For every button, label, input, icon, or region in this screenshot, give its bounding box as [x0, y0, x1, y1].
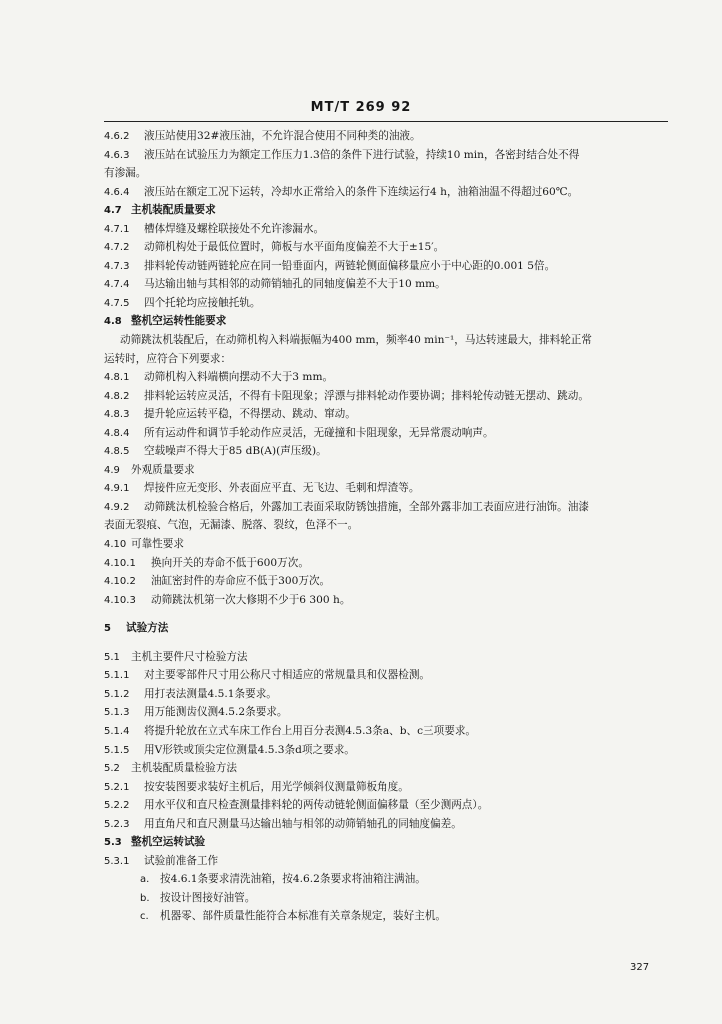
clause-line: 4.7.3 排料轮传动链两链轮应在同一铅垂面内，两链轮侧面偏移量应小于中心距的0.001 5倍。 [104, 259, 556, 272]
clause-line: 4.10.1 换向开关的寿命不低于600万次。 [104, 556, 309, 569]
clause-line: 4.7.4 马达输出轴与其相邻的动筛销轴孔的同轴度偏差不大于10 mm。 [104, 278, 446, 291]
clause-line: 4.10.3 动筛跳汰机第一次大修期不少于6 300 h。 [104, 593, 351, 606]
list-item: c. 机器零、部件质量性能符合本标准有关章条规定，装好主机。 [140, 910, 447, 923]
clause-line: 4.8.3 提升轮应运转平稳，不得摆动、跳动、窜动。 [104, 408, 356, 421]
clause-line: 4.9.2 动筛跳汰机检验合格后，外露加工表面采取防锈蚀措施，全部外露非加工表面应进行油饰。油漆 [104, 500, 589, 513]
section-heading: 4.10 可靠性要求 [104, 538, 184, 551]
clause-line: 4.6.3 液压站在试验压力为额定工作压力1.3倍的条件下进行试验，持续10 min，各密封结合处不得 [104, 148, 580, 161]
clause-line: 4.7.1 槽体焊缝及螺栓联接处不允许渗漏水。 [104, 222, 325, 235]
section-heading: 4.9 外观质量要求 [104, 463, 195, 476]
document-body [104, 127, 674, 926]
clause-line: 5.1.4 将提升轮放在立式车床工作台上用百分表测4.5.3条a、b、c三项要求。 [104, 724, 477, 737]
section-heading: 5.1 主机主要件尺寸检验方法 [104, 650, 248, 663]
section-heading: 4.8 整机空运转性能要求 [104, 315, 227, 328]
page-number: 327 [630, 962, 650, 973]
clause-line: 4.8.2 排料轮运转应灵活，不得有卡阻现象；浮漂与排料轮动作要协调；排料轮传动链无摆动、跳动。 [104, 389, 589, 402]
page-header: MT/T 269 92 [310, 100, 412, 115]
clause-line: 4.8.4 所有运动件和调节手轮动作应灵活，无碰撞和卡阻现象，无异常震动响声。 [104, 426, 494, 439]
list-item: a. 按4.6.1条要求清洗油箱，按4.6.2条要求将油箱注满油。 [140, 873, 426, 886]
header-rule [104, 121, 668, 122]
clause-line: 5.3.1 试验前准备工作 [104, 854, 219, 867]
section-heading: 4.7 主机装配质量要求 [104, 204, 216, 217]
clause-line: 4.7.5 四个托轮均应接触托轨。 [104, 296, 261, 309]
clause-line: 5.2.2 用水平仪和直尺检查测量排料轮的两传动链轮侧面偏移量（至少测两点）。 [104, 799, 489, 812]
clause-continuation: 有渗漏。 [104, 167, 147, 180]
clause-line: 4.8.5 空载噪声不得大于85 dB(A)(声压级)。 [104, 445, 327, 458]
clause-line: 4.6.2 液压站使用32#液压油，不允许混合使用不同种类的油液。 [104, 130, 421, 142]
section-heading: 5.2 主机装配质量检验方法 [104, 762, 237, 775]
clause-line: 4.7.2 动筛机构处于最低位置时，筛板与水平面角度偏差不大于±15′。 [104, 241, 445, 254]
clause-line: 5.1.1 对主要零部件尺寸用公称尺寸相适应的常规量具和仪器检测。 [104, 669, 431, 682]
clause-line: 4.8.1 动筛机构入料端横向摆动不大于3 mm。 [104, 371, 334, 384]
clause-line: 5.1.3 用万能测齿仪测4.5.2条要求。 [104, 706, 288, 719]
clause-line: 5.2.3 用直角尺和直尺测量马达输出轴与相邻的动筛销轴孔的同轴度偏差。 [104, 817, 462, 830]
paragraph-line: 动筛跳汰机装配后，在动筛机构入料端振幅为400 mm，频率40 min⁻¹，马达转速最大，排料轮正常 [120, 334, 592, 347]
clause-line: 5.1.2 用打表法测量4.5.1条要求。 [104, 687, 277, 700]
section-heading: 5.3 整机空运转试验 [104, 836, 206, 849]
clause-line: 4.9.1 焊接件应无变形、外表面应平直、无飞边、毛刺和焊渣等。 [104, 482, 420, 495]
clause-line: 5.2.1 按安装图要求装好主机后，用光学倾斜仪测量筛板角度。 [104, 780, 409, 793]
chapter-heading: 5 试验方法 [104, 622, 169, 635]
clause-line: 4.10.2 油缸密封件的寿命应不低于300万次。 [104, 575, 331, 588]
clause-line: 5.1.5 用V形铁或顶尖定位测量4.5.3条d项之要求。 [104, 743, 355, 756]
clause-line: 4.6.4 液压站在额定工况下运转，冷却水正常给入的条件下连续运行4 h，油箱油温不得超过60℃。 [104, 185, 579, 198]
clause-continuation: 表面无裂痕、气泡，无漏漆、脱落、裂纹，色泽不一。 [104, 519, 359, 532]
list-item: b. 按设计图接好油管。 [140, 891, 256, 904]
paragraph-line: 运转时，应符合下列要求： [104, 352, 232, 365]
